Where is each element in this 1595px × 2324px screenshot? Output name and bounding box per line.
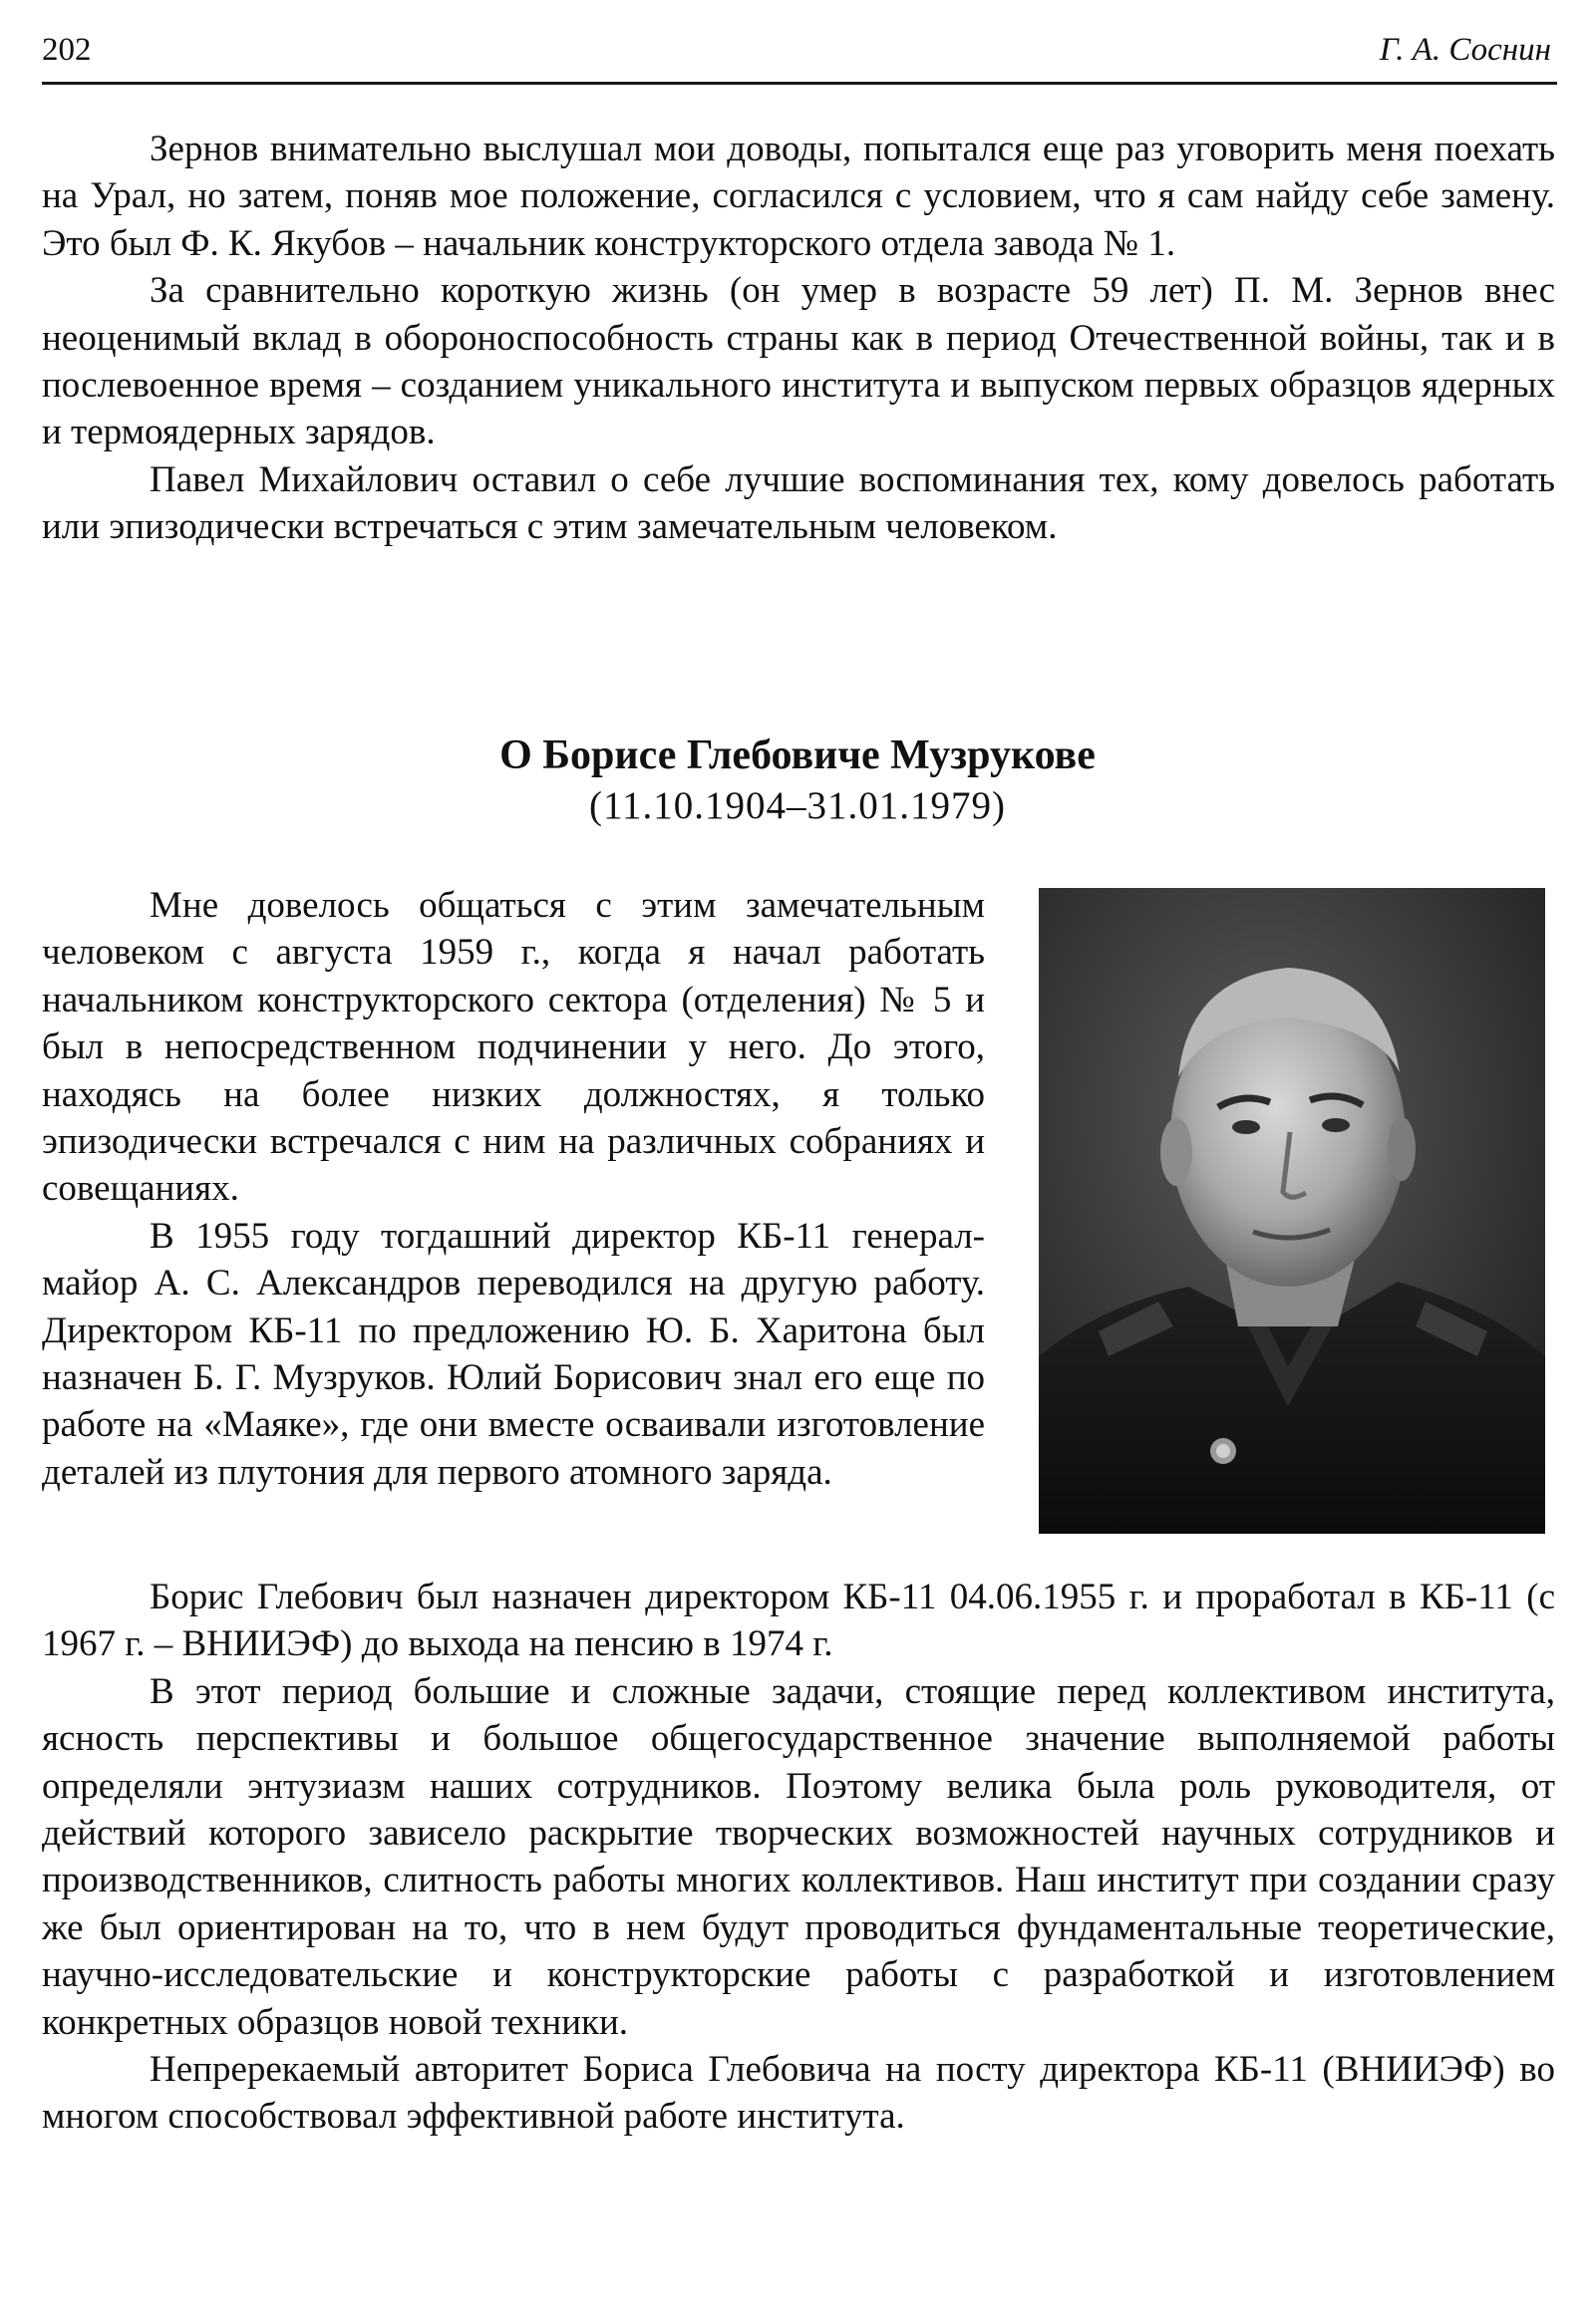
portrait-photo [1039, 888, 1545, 1534]
wrapped-text [42, 882, 985, 1496]
paragraph: За сравнительно короткую жизнь (он умер в возрасте 59 лет) П. М. Зернов внес неоценимый вклад в обороноспособность страны как в период Отечественной войны, так и в послевоенное время – созданием уникального института и выпуском первых образцов ядерных и термоядерных зарядов. [42, 270, 1555, 453]
section-heading [0, 729, 1595, 831]
paragraph: В 1955 году тогдашний директор КБ-11 генерал-майор А. С. Александров переводился на другую работу. Директором КБ-11 по предложению Ю. Б. Харитона был назначен Б. Г. Музруков. Юлий Борисович знал его еще по работе на «Маяке», где они вместе осваивали изготовление деталей из плутония для первого атомного заряда. [42, 1215, 985, 1493]
closing-text [42, 1574, 1555, 2141]
paragraph: Павел Михайлович оставил о себе лучшие воспоминания тех, кому довелось работать или эпизодически встречаться с этим замечательным человеком. [42, 458, 1555, 548]
intro-text [42, 126, 1555, 551]
section-title: О Борисе Глебовиче Музрукове [499, 732, 1096, 778]
section-dates: (11.10.1904–31.01.1979) [588, 784, 1007, 827]
portrait-image [1039, 888, 1545, 1534]
paragraph: Мне довелось общаться с этим замечательным человеком с августа 1959 г., когда я начал работать начальником конструкторского сектора (отделения) № 5 и был в непосредственном подчинении у него. До этого, находясь на более низких должностях, я только эпизодически встречался с ним на различных собраниях и совещаниях. [42, 885, 985, 1210]
page-header [42, 26, 1557, 85]
paragraph: В этот период большие и сложные задачи, стоящие перед коллективом института, ясность перспективы и большое общегосударственное значение выполняемой работы определяли энтузиазм наших сотрудников. Поэтому велика была роль руководителя, от действий которого зависело раскрытие творческих возможностей научных сотрудников и производственников, слитность работы многих коллективов. Наш институт при создании сразу же был ориентирован на то, что в нем будут проводиться фундаментальные теоретические, научно-исследовательские и конструкторские работы с разработкой и изготовлением конкретных образцов новой техники. [42, 1670, 1555, 2043]
running-head: Г. А. Соснин [1379, 32, 1551, 68]
paragraph: Борис Глебович был назначен директором КБ-11 04.06.1955 г. и проработал в КБ-11 (с 1967 г. – ВНИИЭФ) до выхода на пенсию в 1974 г. [42, 1577, 1555, 1665]
paragraph: Зернов внимательно выслушал мои доводы, попытался еще раз уговорить меня поехать на Урал, но затем, поняв мое положение, согласился с условием, что я сам найду себе замену. Это был Ф. К. Якубов – начальник конструкторского отдела завода № 1. [42, 129, 1555, 264]
page-number: 202 [42, 32, 92, 68]
paragraph: Непререкаемый авторитет Бориса Глебовича на посту директора КБ-11 (ВНИИЭФ) во многом способствовал эффективной работе института. [42, 2049, 1555, 2138]
